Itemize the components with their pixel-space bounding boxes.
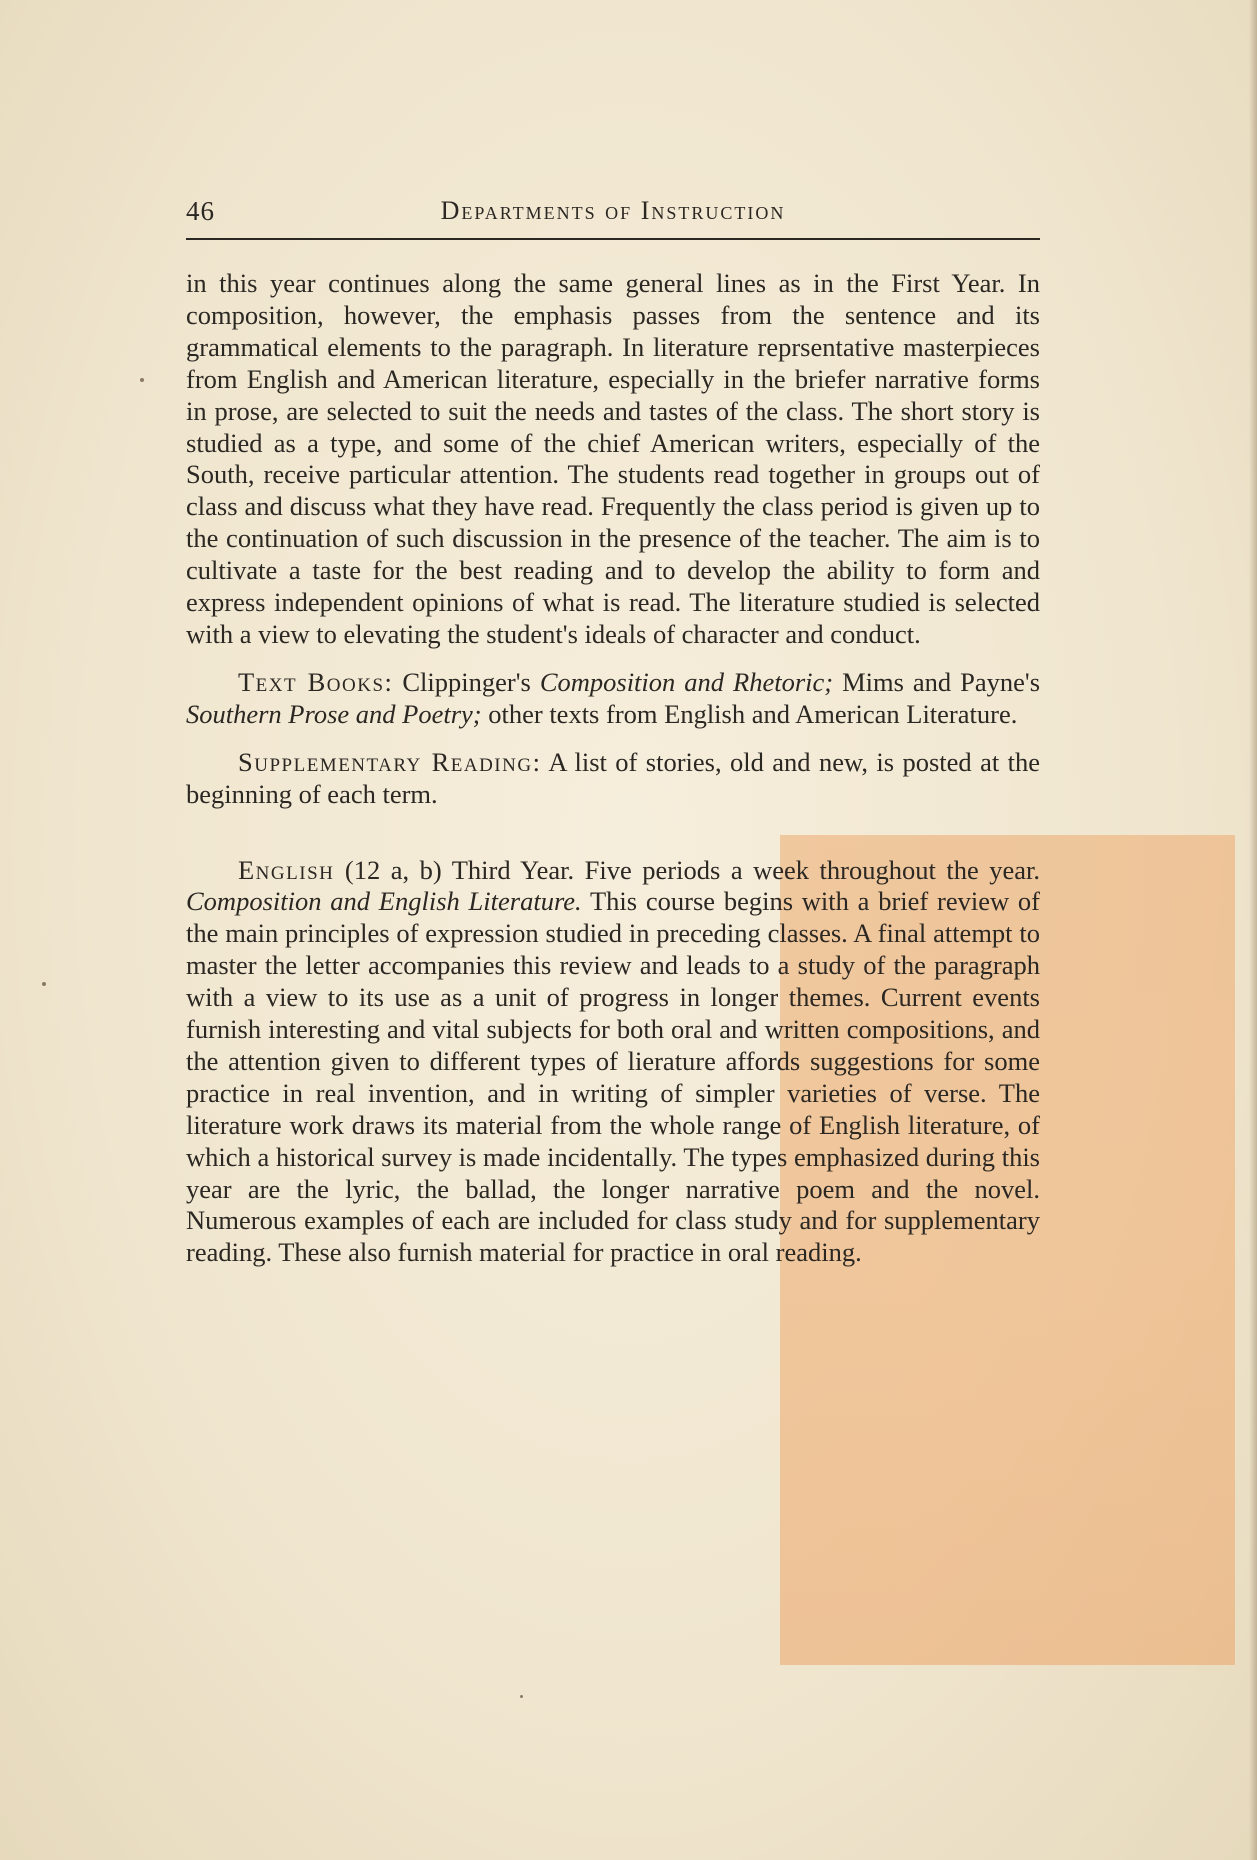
course-title: Composition and English Literature. <box>186 886 582 917</box>
paragraph-continuation: in this year continues along the same general lines as in the First Year. In composition, however, the emphasis passes from the sentence and its grammatical elements to the paragraph. In literature reprsentative masterpieces from English and American literature, especially in the briefer narrative forms in prose, are selected to suit the needs and tastes of the class. The short story is studied as a type, and some of the chief American writers, especially of the South, receive particular attention. The students read together in groups out of class and discuss what they have read. Frequently the class period is given up to the continuation of such discussion in the presence of the teacher. The aim is to cultivate a taste for the best reading and to develop the ability to form and express independent opinions of what is read. The literature studied is selected with a view to elevating the student's ideals of character and conduct. <box>186 268 1040 649</box>
page-edge <box>1249 0 1257 1860</box>
course-text: (12 a, b) Third Year. Five periods a week throughout the year. <box>334 854 1040 885</box>
text-books-text: Mims and Payne's <box>833 666 1041 697</box>
supplementary-text: A list of stories, old and new, is posted at the beginning of each term. <box>186 746 1040 809</box>
supplementary-label: Supplementary Reading: <box>238 746 542 777</box>
page-header <box>186 196 1040 240</box>
running-head: Departments of Instruction <box>440 196 786 225</box>
paragraph-text-books <box>186 667 1040 731</box>
book-title: Southern Prose and Poetry; <box>186 698 482 729</box>
page-number: 46 <box>186 196 215 226</box>
text-books-text: other texts from English and American Literature. <box>481 698 1018 729</box>
paper-speck <box>42 982 46 986</box>
book-title: Composition and Rhetoric; <box>539 666 834 697</box>
course-label: English <box>238 854 335 885</box>
paper-speck <box>140 378 144 382</box>
body-text <box>186 268 1040 1269</box>
paragraph-supplementary <box>186 747 1040 811</box>
course-text: This course begins with a brief review of the main principles of expression studied in preceding classes. A final attempt to master the letter accompanies this review and leads to a study of the paragraph with a view to its use as a unit of progress in longer themes. Current events furnish interesting and vital subjects for both oral and written compositions, and the attention given to different types of lierature affords suggestions for some practice in real invention, and in writing of simpler varieties of verse. The literature work draws its material from the whole range of English literature, of which a historical survey is made incidentally. The types emphasized during this year are the lyric, the ballad, the longer narrative poem and the novel. Numerous examples of each are included for class study and for supplementary reading. These also furnish material for practice in oral reading. <box>186 886 1040 1268</box>
text-books-text: Clippinger's <box>393 666 540 697</box>
paper-speck <box>520 1695 523 1698</box>
paragraph-english-12 <box>186 855 1040 1270</box>
text-books-label: Text Books: <box>238 666 394 697</box>
